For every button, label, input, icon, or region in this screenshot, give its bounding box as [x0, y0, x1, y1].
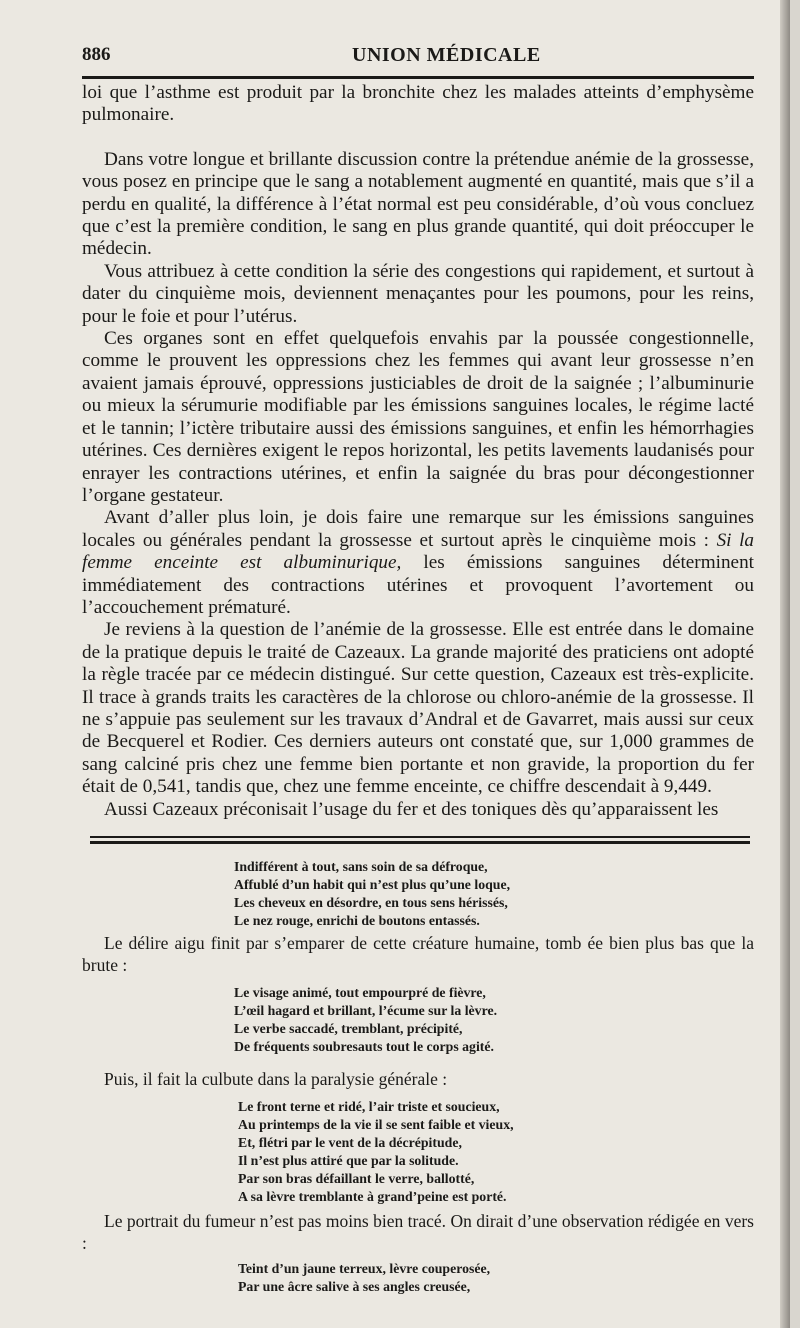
- verse-line: A sa lèvre tremblante à grand’peine est porté.: [238, 1189, 507, 1204]
- running-head: UNION MÉDICALE: [352, 44, 541, 66]
- verse-line: Par son bras défaillant le verre, ballotté,: [238, 1171, 475, 1186]
- verse-line: Le visage animé, tout empourpré de fièvre,: [234, 985, 486, 1000]
- paragraph-7: Aussi Cazeaux préconisait l’usage du fer et des toniques dès qu’apparaissent les: [104, 798, 719, 820]
- paragraph-5-start: Avant d’aller plus loin, je dois faire une remarque sur les émissions sanguines locales ou générales pendant la grossesse et surtout après le cinquième mois :: [82, 507, 754, 551]
- verse-stanza-1: [234, 858, 510, 930]
- verse-line: Le verbe saccadé, tremblant, précipité,: [234, 1021, 463, 1036]
- verse-stanza-4: [238, 1260, 490, 1296]
- paragraph-5-italic: Si la femme enceinte est albuminurique,: [82, 529, 754, 574]
- separator-rule-thick: [90, 841, 750, 844]
- paragraph-5: [82, 507, 754, 619]
- header-rule: [82, 76, 754, 79]
- paragraph-3: Vous attribuez à cette condition la série des congestions qui rapidement, et surtout à dater du cinquième mois, deviennent menaçantes pour les poumons, pour les reins, pour le foie et pour l’utérus.: [82, 260, 754, 327]
- verse-line: De fréquents soubresauts tout le corps agité.: [234, 1039, 494, 1054]
- verse-line: Il n’est plus attiré que par la solitude.: [238, 1153, 459, 1168]
- paragraph-2: Dans votre longue et brillante discussion contre la prétendue anémie de la grossesse, vous posez en principe que le sang a notablement augmenté en quantité, mais que s’il a perdu en qualité, la différence à l’état normal est peu considérable, d’où vous concluez que c’est la première condition, le sang en plus grande quantité, qui doit préoccuper le médecin.: [82, 148, 754, 260]
- verse-stanza-3: [238, 1098, 514, 1206]
- verse-line: Au printemps de la vie il se sent faible et vieux,: [238, 1117, 514, 1132]
- verse-line: Teint d’un jaune terreux, lèvre couperosée,: [238, 1261, 491, 1276]
- page-edge-shadow: [780, 0, 790, 1328]
- verse-line: Les cheveux en désordre, en tous sens hérissés,: [234, 895, 508, 910]
- feuilleton-prose-2: Puis, il fait la culbute dans la paralysie générale :: [104, 1069, 448, 1089]
- page-number: 886: [82, 44, 111, 65]
- verse-line: Indifférent à tout, sans soin de sa défroque,: [234, 859, 488, 874]
- feuilleton-prose-3: Le portrait du fumeur n’est pas moins bien tracé. On dirait d’une observation rédigée en vers :: [82, 1211, 754, 1253]
- verse-line: L’œil hagard et brillant, l’écume sur la lèvre.: [234, 1003, 498, 1018]
- verse-line: Le nez rouge, enrichi de boutons entassés.: [234, 913, 480, 928]
- verse-line: Et, flétri par le vent de la décrépitude,: [238, 1135, 462, 1150]
- paragraph-5-end: les émissions sanguines déterminent immédiatement des contractions utérines et provoquent l’avortement ou l’accouchement prématuré.: [82, 552, 754, 618]
- verse-line: Par une âcre salive à ses angles creusée,: [238, 1279, 471, 1294]
- verse-line: Affublé d’un habit qui n’est plus qu’une loque,: [234, 877, 511, 892]
- paragraph-1: loi que l’asthme est produit par la bronchite chez les malades atteints d’emphysème pulmonaire.: [82, 82, 754, 126]
- paragraph-6: Je reviens à la question de l’anémie de la grossesse. Elle est entrée dans le domaine de la pratique depuis le traité de Cazeaux. La grande majorité des praticiens ont adopté la règle tracée par ce médecin distingué. Sur cette question, Cazeaux est très-explicite. Il trace à grands traits les caractères de la chlorose ou chloro-anémie de la grossesse. Il ne s’appuie pas seulement sur les travaux d’Andral et de Gavarret, mais aussi sur ceux de Becquerel et Rodier. Ces derniers auteurs ont constaté que, sur 1,000 grammes de sang calciné pris chez une femme bien portante et non gravide, la proportion du fer était de 0,541, tandis que, chez une femme enceinte, ce chiffre descendait à 9,449.: [82, 619, 754, 798]
- verse-line: Le front terne et ridé, l’air triste et soucieux,: [238, 1099, 500, 1114]
- paragraph-4: Ces organes sont en effet quelquefois envahis par la poussée congestionnelle, comme le prouvent les oppressions chez les femmes qui avant leur grossesse n’en avaient jamais éprouvé, oppressions justiciables de droit de la saignée ; l’albuminurie ou mieux la sérumurie modifiable par les émissions sanguines locales, le régime lacté et le tannin; l’ictère tributaire aussi des émissions sanguines, et enfin les hémorrhagies utérines. Ces dernières exigent le repos horizontal, les petits lavements laudanisés pour enrayer les contractions utérines, et enfin la saignée du bras pour décongestionner l’organe gestateur.: [82, 328, 754, 506]
- feuilleton-prose-1: Le délire aigu finit par s’emparer de cette créature humaine, tomb ée bien plus bas que la brute :: [82, 933, 754, 975]
- feuilleton-separator: [90, 836, 750, 844]
- main-column: [82, 82, 754, 821]
- verse-stanza-2: [234, 984, 497, 1056]
- page-header: [82, 44, 754, 70]
